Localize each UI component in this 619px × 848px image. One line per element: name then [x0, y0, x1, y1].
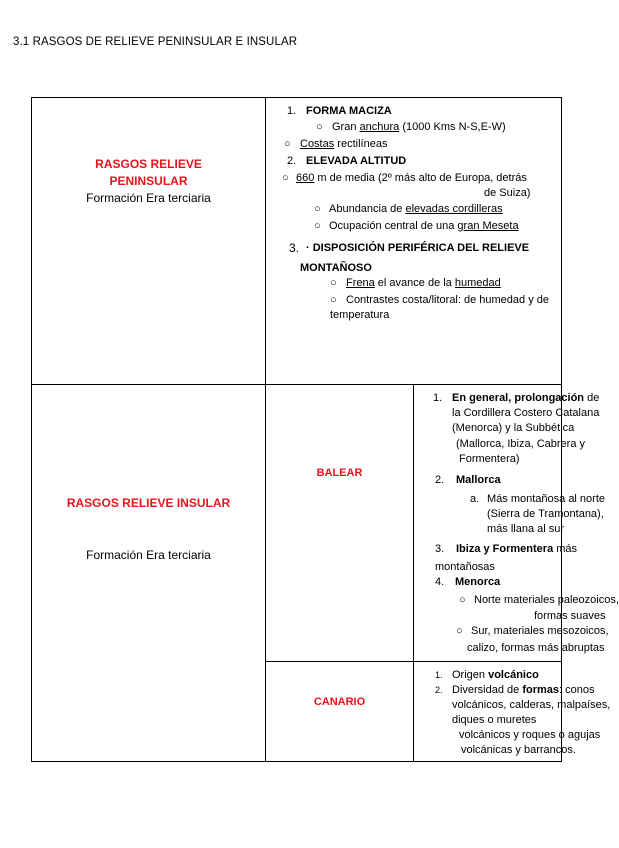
list-item-line: más llana al sur [487, 523, 565, 535]
list-heading: ELEVADA ALTITUD [306, 155, 407, 167]
list-number: 3. [289, 241, 300, 255]
list-item-line: diques o muretes [452, 714, 537, 726]
balear-content-cell [414, 385, 619, 662]
list-number: 2. [287, 155, 297, 167]
canario-label: CANARIO [313, 696, 366, 708]
list-item-line: (Menorca) y la Subbética [452, 422, 575, 434]
peninsular-title-line2: PENINSULAR [109, 174, 188, 188]
peninsular-content-cell [266, 98, 562, 385]
list-heading: Mallorca [456, 474, 501, 486]
peninsular-subtitle: Formación Era terciaria [86, 191, 211, 205]
list-number: 2. [435, 474, 445, 486]
list-item-line: Más montañosa al norte [487, 493, 606, 505]
list-item: En general, prolongación de [452, 392, 600, 404]
list-item: Abundancia de elevadas cordilleras [329, 203, 503, 215]
bullet-icon: ○ [456, 625, 463, 637]
bullet-icon: ○ [330, 294, 337, 306]
list-item: Ocupación central de una gran Meseta [329, 220, 519, 232]
canario-label-cell [266, 662, 414, 762]
list-item: Ibiza y Formentera más [456, 543, 578, 555]
list-item-line: (Mallorca, Ibiza, Cabrera y [456, 438, 585, 450]
balear-label-cell [266, 385, 414, 662]
page-heading: 3.1 RASGOS DE RELIEVE PENINSULAR E INSULAR [13, 36, 298, 48]
list-item: Frena el avance de la humedad [346, 277, 501, 289]
list-number: 3. [435, 543, 445, 555]
bullet-icon: ○ [330, 277, 337, 289]
list-item-line: volcánicas y barrancos. [461, 744, 576, 756]
list-number: 1. [287, 105, 297, 117]
bullet-icon: ○ [314, 203, 321, 215]
list-letter: a. [470, 493, 480, 505]
list-heading: · DISPOSICIÓN PERIFÉRICA DEL RELIEVE [306, 242, 530, 254]
list-item: Costas rectilíneas [300, 138, 388, 150]
list-item: Origen volcánico [452, 669, 539, 681]
list-item: Contrastes costa/litoral: de humedad y de [346, 294, 550, 306]
list-heading-continuation: MONTAÑOSO [300, 262, 372, 274]
list-item: Diversidad de formas: conos [452, 684, 595, 696]
list-item-line: la Cordillera Costero Catalana [452, 407, 600, 419]
list-item-line: Norte materiales paleozoicos, [474, 594, 619, 606]
list-item-line: Sur, materiales mesozoicos, [471, 625, 609, 637]
list-item-line: formas suaves [534, 610, 606, 622]
insular-subtitle: Formación Era terciaria [86, 548, 211, 562]
list-item-continuation: de Suiza) [484, 187, 531, 199]
list-item-line: calizo, formas más abruptas [467, 642, 605, 654]
list-item-continuation: temperatura [330, 309, 390, 321]
relief-table [31, 97, 619, 762]
peninsular-title-line1: RASGOS RELIEVE [95, 157, 202, 171]
insular-title-cell [32, 385, 266, 762]
peninsular-title-cell [32, 98, 266, 385]
list-heading: FORMA MACIZA [306, 105, 392, 117]
insular-row-balear [32, 385, 562, 662]
bullet-icon: ○ [316, 121, 323, 133]
list-number: 1. [433, 392, 443, 404]
list-item: 660 m de media (2º más alto de Europa, detrás [296, 172, 527, 184]
list-number: 2. [435, 685, 443, 695]
balear-label: BALEAR [316, 467, 363, 479]
list-item-line: Formentera) [459, 453, 520, 465]
list-item-continuation: montañosas [435, 561, 495, 573]
bullet-icon: ○ [314, 220, 321, 232]
list-item-line: (Sierra de Tramontana), [487, 508, 604, 520]
list-item-line: volcánicos y roques o agujas [459, 729, 601, 741]
bullet-icon: ○ [459, 594, 466, 606]
bullet-icon: ○ [282, 172, 289, 184]
list-number: 1. [435, 670, 443, 680]
bullet-icon: ○ [284, 138, 291, 150]
list-heading: Menorca [455, 576, 501, 588]
canario-content-cell [414, 662, 611, 762]
peninsular-row [32, 98, 562, 385]
list-number: 4. [435, 576, 445, 588]
insular-title: RASGOS RELIEVE INSULAR [66, 496, 231, 510]
list-item: Gran anchura (1000 Kms N-S,E-W) [332, 121, 506, 133]
list-item-line: volcánicos, calderas, malpaíses, [452, 699, 611, 711]
